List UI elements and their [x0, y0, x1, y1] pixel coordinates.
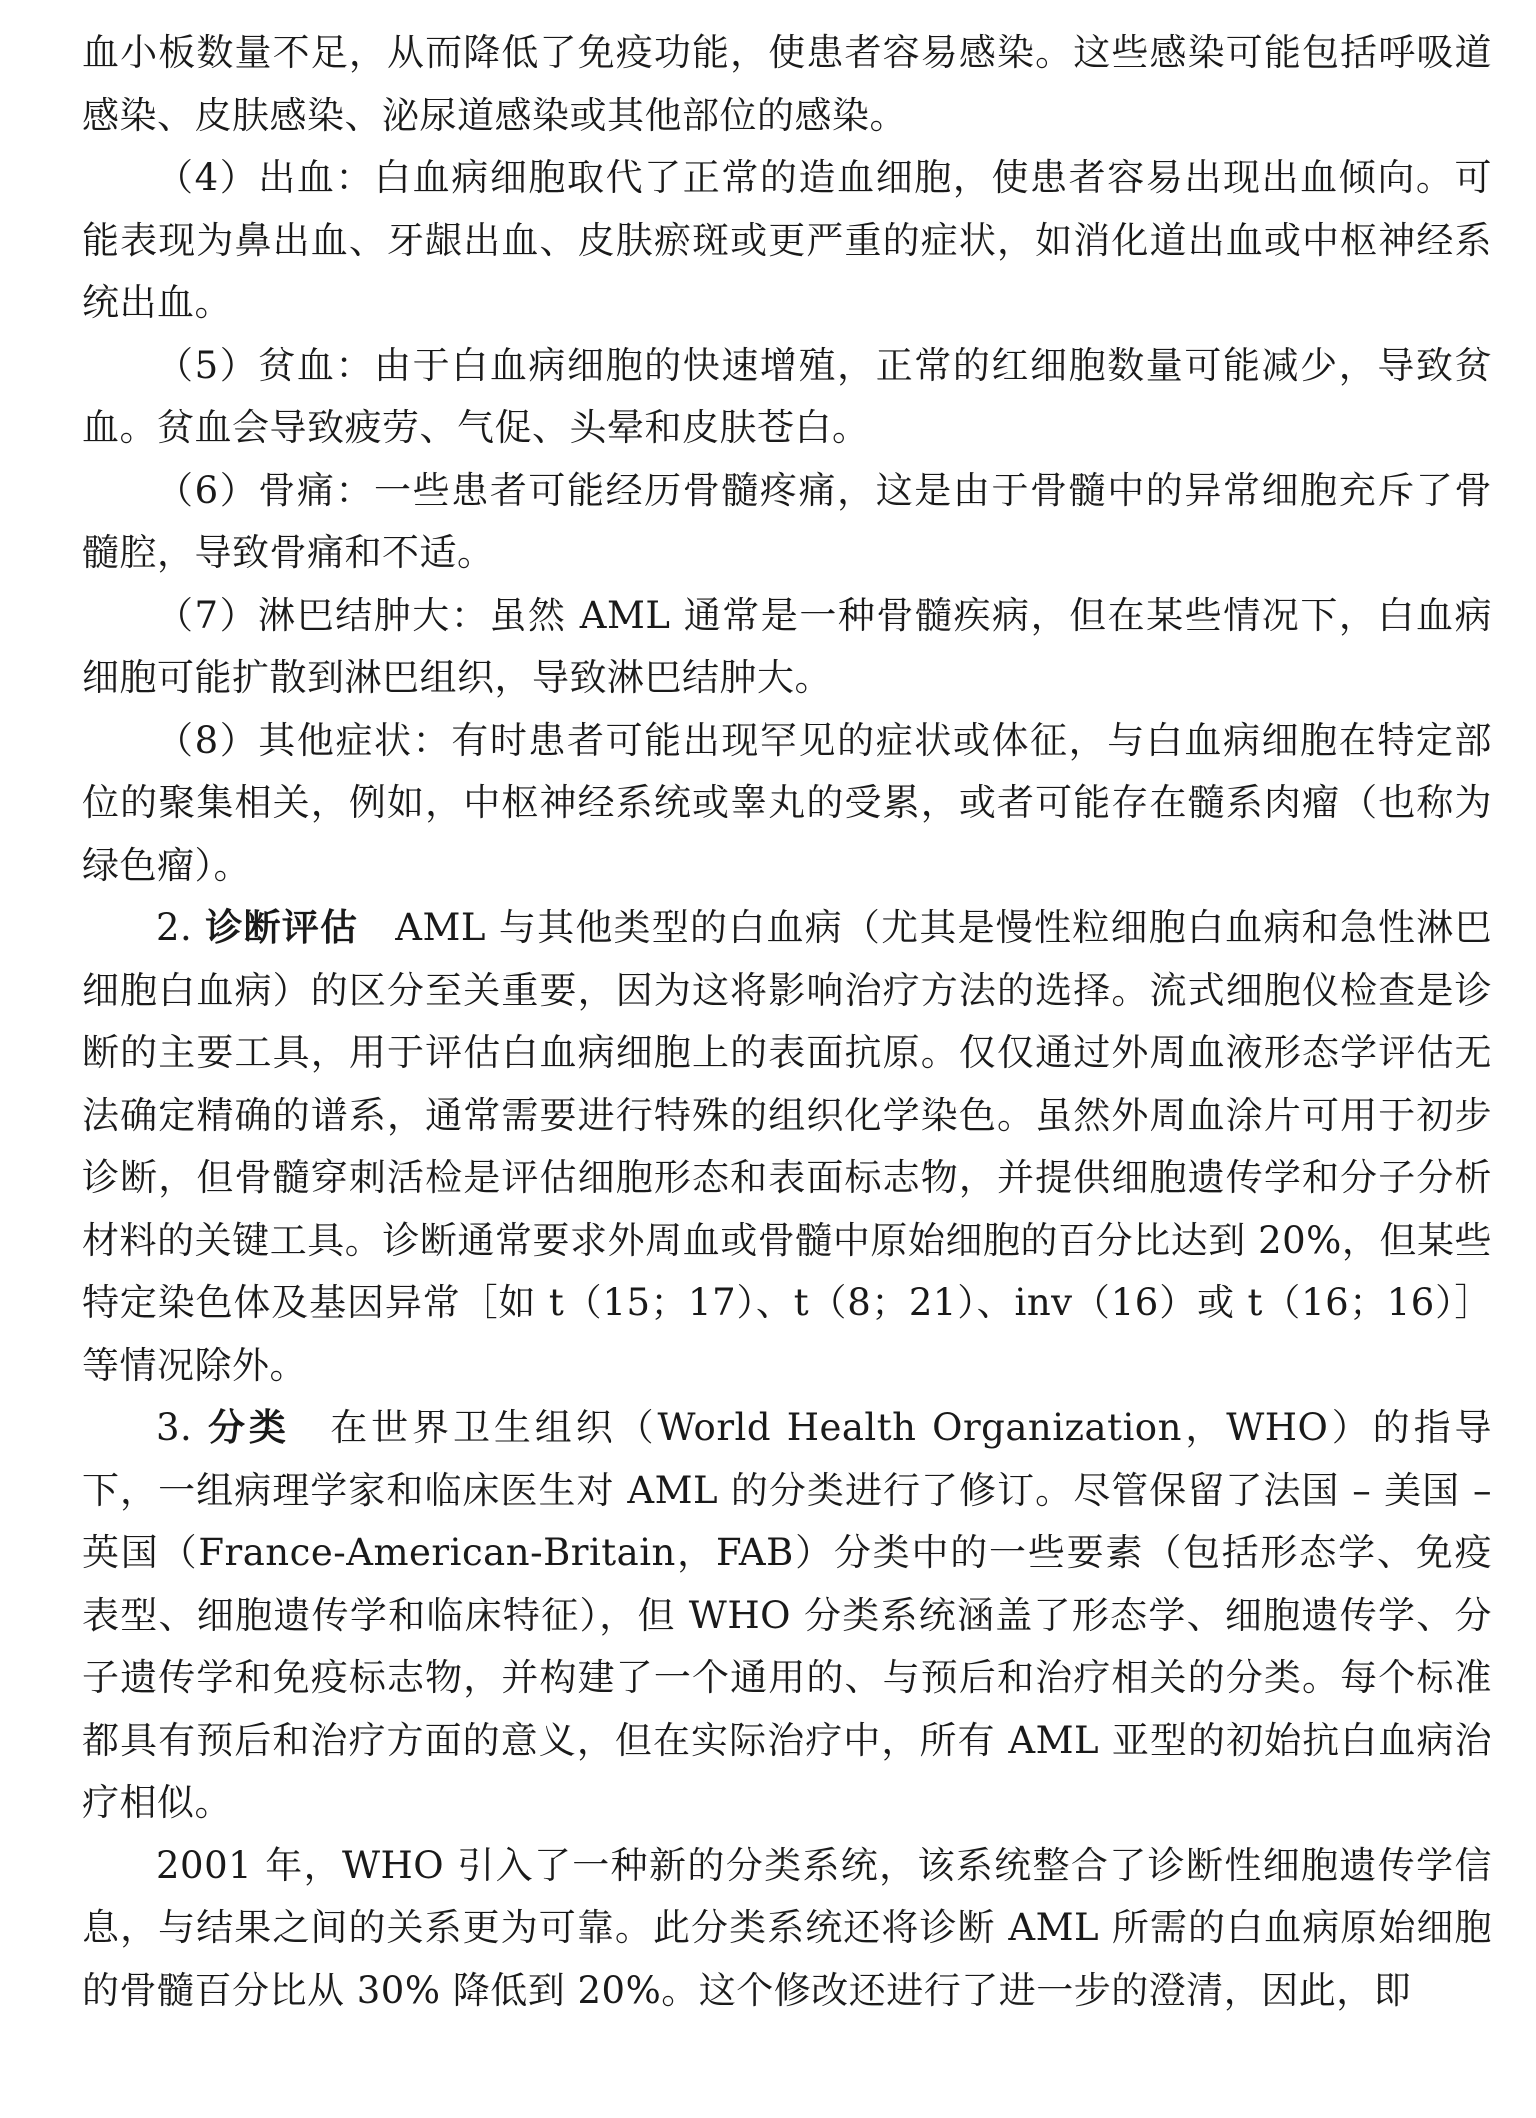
paragraph-bleeding: （4）出血：白血病细胞取代了正常的造血细胞，使患者容易出现出血倾向。可能表现为鼻出血、牙龈出血、皮肤瘀斑或更严重的症状，如消化道出血或中枢神经系统出血。	[82, 156, 1492, 324]
section-heading: 分类	[208, 1406, 290, 1449]
section-number: 3.	[156, 1406, 193, 1449]
section-heading: 诊断评估	[205, 906, 359, 949]
section-diagnostic-evaluation	[82, 897, 1492, 1397]
paragraph-who-2001: 2001 年，WHO 引入了一种新的分类系统，该系统整合了诊断性细胞遗传学信息，与结果之间的关系更为可靠。此分类系统还将诊断 AML 所需的白血病原始细胞的骨髓百分比从 30% 降低到 20%。这个修改还进行了进一步的澄清，因此，即	[82, 1843, 1492, 2012]
section-number: 2.	[156, 906, 193, 949]
paragraph-other-symptoms: （8）其他症状：有时患者可能出现罕见的症状或体征，与白血病细胞在特定部位的聚集相关，例如，中枢神经系统或睾丸的受累，或者可能存在髓系肉瘤（也称为绿色瘤）。	[82, 718, 1492, 887]
paragraph-infection-continued: 血小板数量不足，从而降低了免疫功能，使患者容易感染。这些感染可能包括呼吸道感染、皮肤感染、泌尿道感染或其他部位的感染。	[82, 31, 1492, 137]
paragraph-anemia: （5）贫血：由于白血病细胞的快速增殖，正常的红细胞数量可能减少，导致贫血。贫血会导致疲劳、气促、头晕和皮肤苍白。	[82, 343, 1492, 449]
document-page	[82, 22, 1492, 2022]
section-body: AML 与其他类型的白血病（尤其是慢性粒细胞白血病和急性淋巴细胞白血病）的区分至关重要，因为这将影响治疗方法的选择。流式细胞仪检查是诊断的主要工具，用于评估白血病细胞上的表面抗原。仅仅通过外周血液形态学评估无法确定精确的谱系，通常需要进行特殊的组织化学染色。虽然外周血涂片可用于初步诊断，但骨髓穿刺活检是评估细胞形态和表面标志物，并提供细胞遗传学和分子分析材料的关键工具。诊断通常要求外周血或骨髓中原始细胞的百分比达到 20%，但某些特定染色体及基因异常［如 t（15；17）、t（8；21）、inv（16）或 t（16；16）］等情况除外。	[82, 906, 1493, 1387]
paragraph-bone-pain: （6）骨痛：一些患者可能经历骨髓疼痛，这是由于骨髓中的异常细胞充斥了骨髓腔，导致骨痛和不适。	[82, 468, 1492, 574]
paragraph-lymphadenopathy: （7）淋巴结肿大：虽然 AML 通常是一种骨髓疾病，但在某些情况下，白血病细胞可能扩散到淋巴组织，导致淋巴结肿大。	[82, 593, 1492, 699]
section-body: 在世界卫生组织（World Health Organization，WHO）的指导下，一组病理学家和临床医生对 AML 的分类进行了修订。尽管保留了法国 – 美国 – 英国（France-American-Britain，FAB）分类中的一些要素（包括形态学、免疫表型、细胞遗传学和临床特征），但 WHO 分类系统涵盖了形态学、细胞遗传学、分子遗传学和免疫标志物，并构建了一个通用的、与预后和治疗相关的分类。每个标准都具有预后和治疗方面的意义，但在实际治疗中，所有 AML 亚型的初始抗白血病治疗相似。	[82, 1406, 1493, 1824]
section-classification	[82, 1397, 1492, 1835]
